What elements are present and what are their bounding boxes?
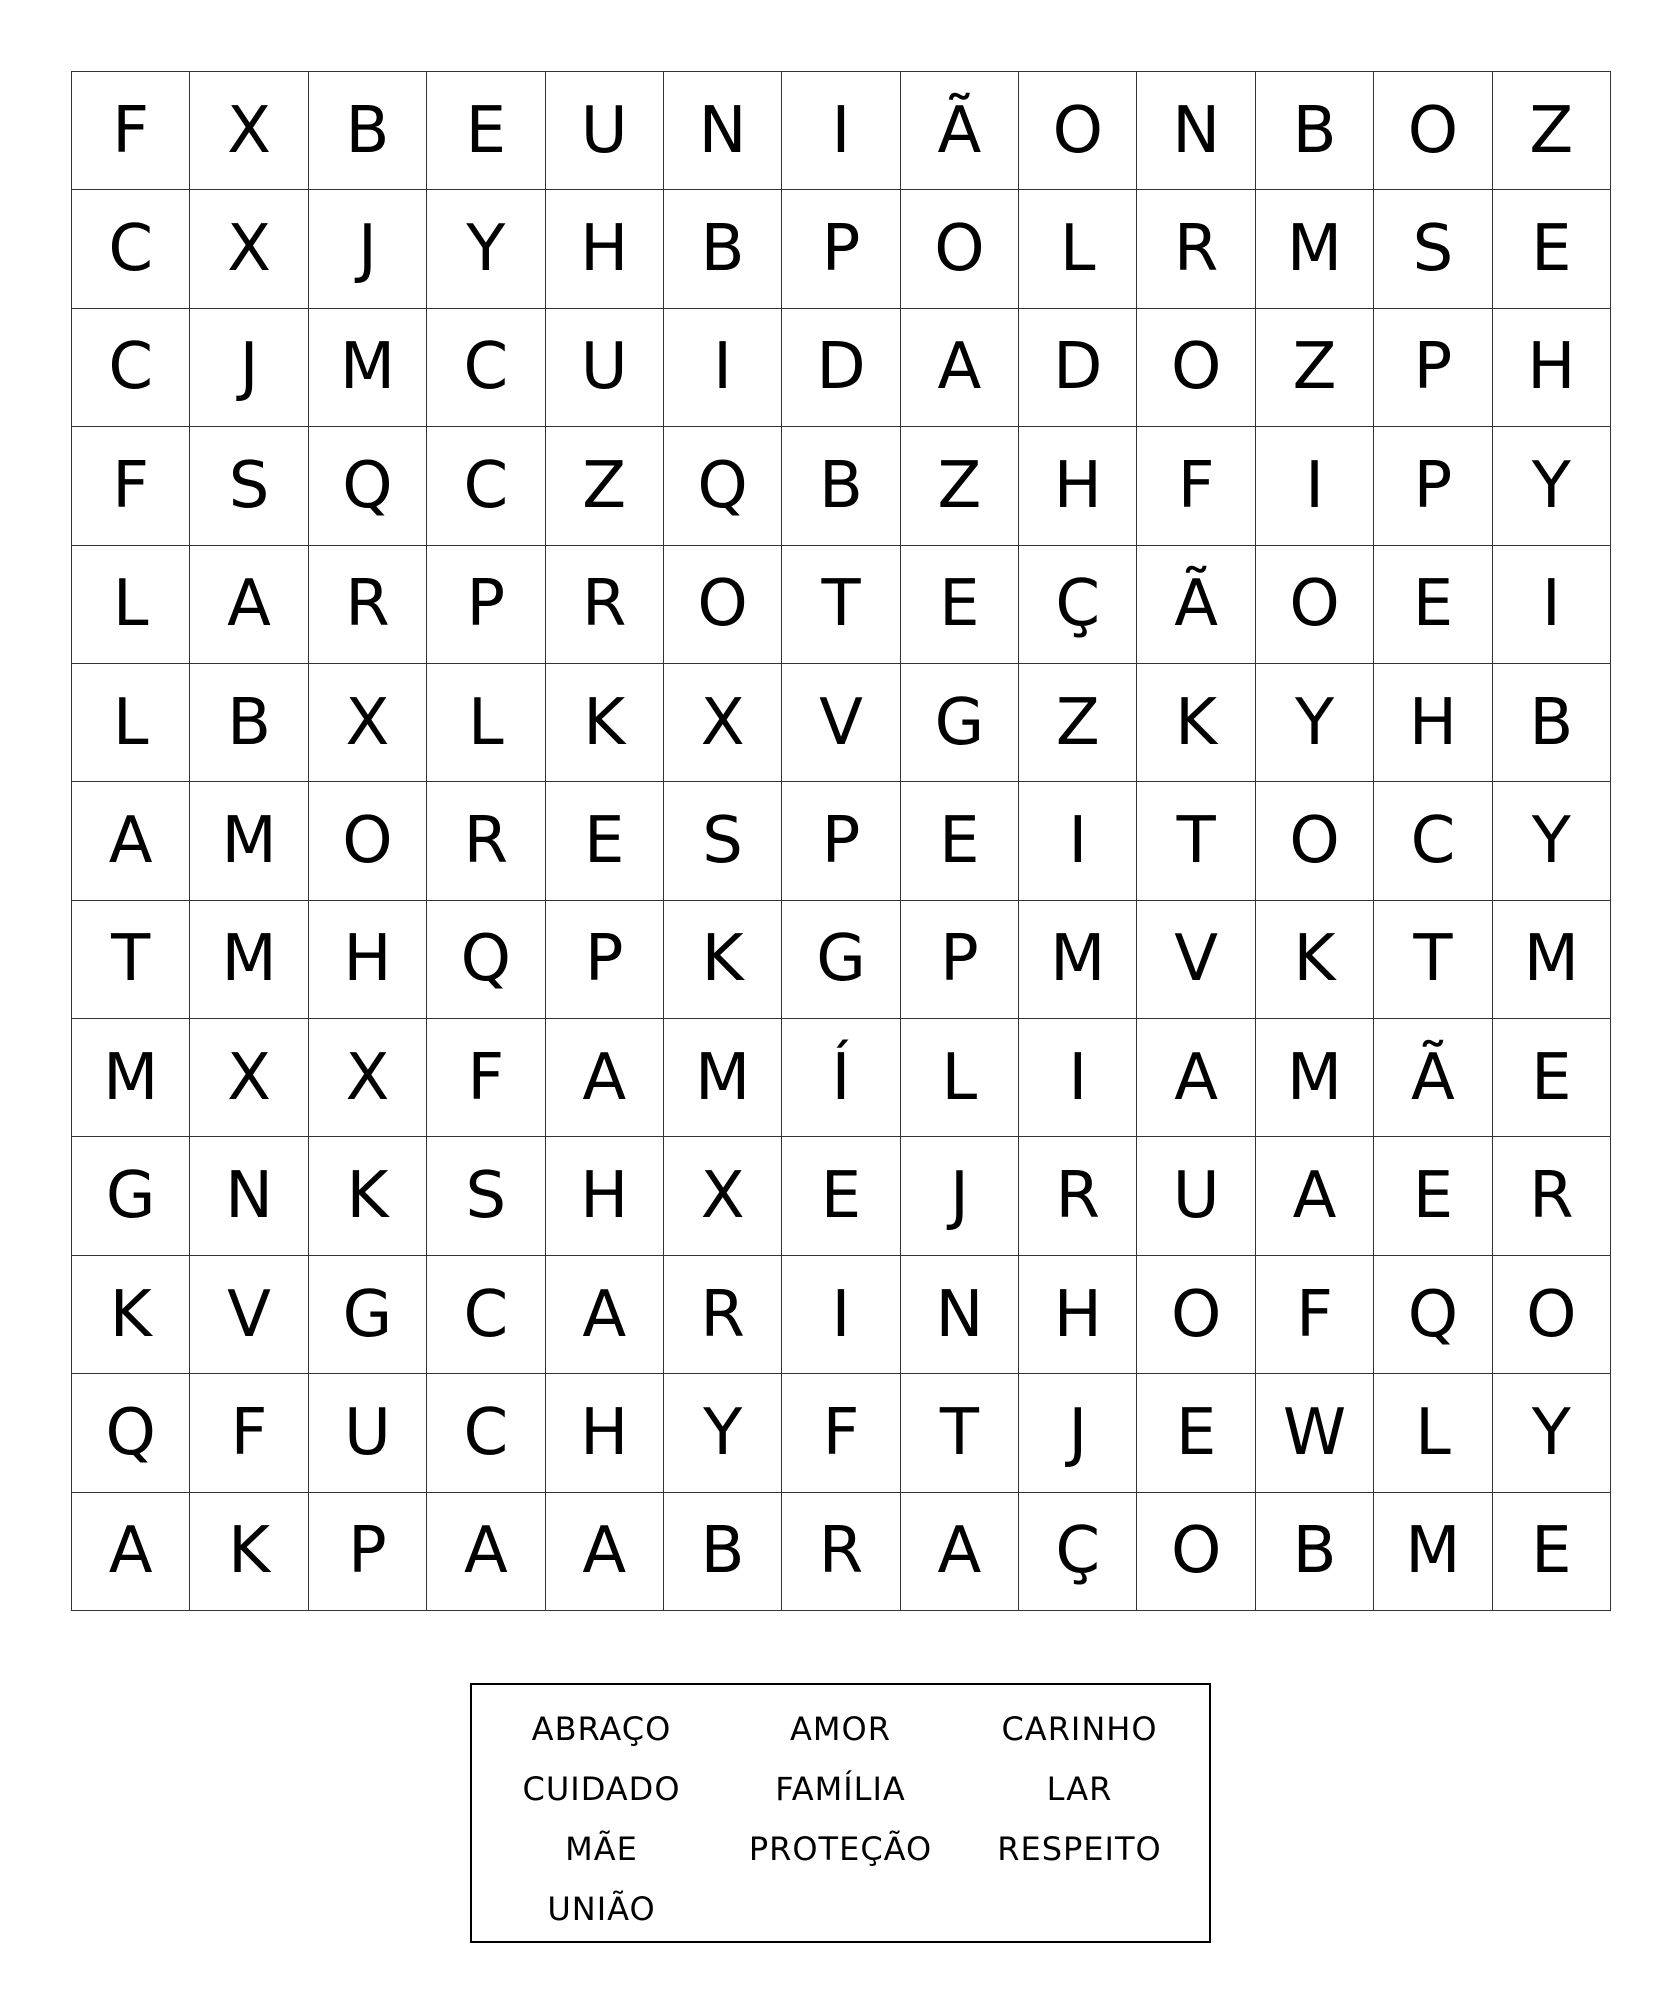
grid-cell[interactable]: Q bbox=[664, 427, 782, 545]
grid-cell[interactable]: O bbox=[1374, 72, 1492, 190]
grid-cell[interactable]: C bbox=[427, 1374, 545, 1492]
grid-cell[interactable]: H bbox=[1019, 1256, 1137, 1374]
grid-cell[interactable]: M bbox=[1256, 190, 1374, 308]
grid-cell[interactable]: O bbox=[1137, 1256, 1255, 1374]
grid-cell[interactable]: H bbox=[546, 1374, 664, 1492]
grid-cell[interactable]: S bbox=[190, 427, 308, 545]
grid-cell[interactable]: F bbox=[1137, 427, 1255, 545]
grid-cell[interactable]: U bbox=[309, 1374, 427, 1492]
word-mae: MÃE bbox=[565, 1830, 638, 1868]
grid-cell[interactable]: P bbox=[782, 190, 900, 308]
grid-cell[interactable]: H bbox=[546, 1137, 664, 1255]
grid-cell[interactable]: F bbox=[72, 427, 190, 545]
grid-cell[interactable]: Y bbox=[1493, 427, 1611, 545]
grid-cell[interactable]: I bbox=[1019, 782, 1137, 900]
grid-cell[interactable]: Z bbox=[1019, 664, 1137, 782]
grid-cell[interactable]: Z bbox=[901, 427, 1019, 545]
word-list-column bbox=[960, 1699, 1199, 1939]
grid-cell[interactable]: Q bbox=[1374, 1256, 1492, 1374]
grid-cell[interactable]: I bbox=[1019, 1019, 1137, 1137]
grid-cell[interactable]: H bbox=[546, 190, 664, 308]
grid-cell[interactable]: E bbox=[1374, 1137, 1492, 1255]
grid-cell[interactable]: K bbox=[1256, 901, 1374, 1019]
grid-cell[interactable]: I bbox=[1256, 427, 1374, 545]
grid-cell[interactable]: A bbox=[72, 1493, 190, 1611]
grid-cell[interactable]: O bbox=[1256, 782, 1374, 900]
grid-cell[interactable]: X bbox=[190, 1019, 308, 1137]
grid-cell[interactable]: N bbox=[901, 1256, 1019, 1374]
grid-cell[interactable]: G bbox=[901, 664, 1019, 782]
grid-cell[interactable]: R bbox=[1137, 190, 1255, 308]
grid-cell[interactable]: A bbox=[190, 546, 308, 664]
grid-cell[interactable]: R bbox=[782, 1493, 900, 1611]
word-familia: FAMÍLIA bbox=[775, 1770, 906, 1808]
grid-cell[interactable]: Q bbox=[72, 1374, 190, 1492]
grid-cell[interactable]: L bbox=[1374, 1374, 1492, 1492]
word-amor: AMOR bbox=[790, 1710, 891, 1748]
grid-cell[interactable]: T bbox=[1374, 901, 1492, 1019]
grid-cell[interactable]: T bbox=[782, 546, 900, 664]
grid-cell[interactable]: A bbox=[901, 309, 1019, 427]
grid-cell[interactable]: V bbox=[782, 664, 900, 782]
grid-cell[interactable]: K bbox=[664, 901, 782, 1019]
grid-cell[interactable]: M bbox=[190, 782, 308, 900]
grid-cell[interactable]: M bbox=[309, 309, 427, 427]
grid-cell[interactable]: R bbox=[427, 782, 545, 900]
grid-cell[interactable]: P bbox=[1374, 309, 1492, 427]
grid-cell[interactable]: B bbox=[1256, 72, 1374, 190]
grid-cell[interactable]: P bbox=[427, 546, 545, 664]
grid-cell[interactable]: K bbox=[546, 664, 664, 782]
word-carinho: CARINHO bbox=[1001, 1710, 1158, 1748]
grid-cell[interactable]: X bbox=[664, 1137, 782, 1255]
grid-cell[interactable]: J bbox=[901, 1137, 1019, 1255]
grid-cell[interactable]: Ã bbox=[1374, 1019, 1492, 1137]
grid-cell[interactable]: F bbox=[72, 72, 190, 190]
grid-cell[interactable]: I bbox=[782, 72, 900, 190]
grid-cell[interactable]: G bbox=[309, 1256, 427, 1374]
grid-cell[interactable]: L bbox=[72, 664, 190, 782]
grid-cell[interactable]: Y bbox=[1493, 782, 1611, 900]
grid-cell[interactable]: J bbox=[190, 309, 308, 427]
grid-cell[interactable]: E bbox=[1374, 546, 1492, 664]
word-list-column bbox=[482, 1699, 721, 1939]
grid-cell[interactable]: E bbox=[427, 72, 545, 190]
grid-cell[interactable]: S bbox=[427, 1137, 545, 1255]
grid-cell[interactable]: X bbox=[309, 664, 427, 782]
grid-cell[interactable]: N bbox=[190, 1137, 308, 1255]
grid-cell[interactable]: G bbox=[72, 1137, 190, 1255]
grid-cell[interactable]: E bbox=[1493, 190, 1611, 308]
grid-cell[interactable]: O bbox=[901, 190, 1019, 308]
grid-cell[interactable]: M bbox=[664, 1019, 782, 1137]
grid-cell[interactable]: T bbox=[1137, 782, 1255, 900]
grid-cell[interactable]: B bbox=[782, 427, 900, 545]
grid-cell[interactable]: M bbox=[72, 1019, 190, 1137]
grid-cell[interactable]: O bbox=[309, 782, 427, 900]
grid-cell[interactable]: L bbox=[427, 664, 545, 782]
grid-cell[interactable]: I bbox=[664, 309, 782, 427]
grid-cell[interactable]: P bbox=[1374, 427, 1492, 545]
grid-cell[interactable]: W bbox=[1256, 1374, 1374, 1492]
word-list-column bbox=[721, 1699, 960, 1939]
grid-cell[interactable]: C bbox=[427, 1256, 545, 1374]
grid-cell[interactable]: E bbox=[1137, 1374, 1255, 1492]
grid-cell[interactable]: Ã bbox=[901, 72, 1019, 190]
grid-cell[interactable]: S bbox=[664, 782, 782, 900]
grid-cell[interactable]: Ã bbox=[1137, 546, 1255, 664]
grid-cell[interactable]: D bbox=[782, 309, 900, 427]
grid-cell[interactable]: Z bbox=[1256, 309, 1374, 427]
grid-cell[interactable]: M bbox=[1374, 1493, 1492, 1611]
grid-cell[interactable]: U bbox=[1137, 1137, 1255, 1255]
grid-cell[interactable]: O bbox=[1137, 1493, 1255, 1611]
grid-cell[interactable]: E bbox=[901, 782, 1019, 900]
grid-cell[interactable]: R bbox=[309, 546, 427, 664]
grid-cell[interactable]: B bbox=[1256, 1493, 1374, 1611]
grid-cell[interactable]: P bbox=[309, 1493, 427, 1611]
grid-cell[interactable]: A bbox=[1137, 1019, 1255, 1137]
grid-cell[interactable]: P bbox=[782, 782, 900, 900]
grid-cell[interactable]: B bbox=[309, 72, 427, 190]
grid-cell[interactable]: M bbox=[1256, 1019, 1374, 1137]
word-cuidado: CUIDADO bbox=[522, 1770, 681, 1808]
grid-cell[interactable]: C bbox=[1374, 782, 1492, 900]
grid-cell[interactable]: O bbox=[1137, 309, 1255, 427]
grid-cell[interactable]: X bbox=[664, 664, 782, 782]
grid-cell[interactable]: V bbox=[190, 1256, 308, 1374]
grid-cell[interactable]: F bbox=[190, 1374, 308, 1492]
grid-cell[interactable]: H bbox=[1019, 427, 1137, 545]
grid-cell[interactable]: O bbox=[1019, 72, 1137, 190]
grid-cell[interactable]: A bbox=[72, 782, 190, 900]
grid-cell[interactable]: R bbox=[546, 546, 664, 664]
word-abraco: ABRAÇO bbox=[531, 1710, 672, 1748]
grid-cell[interactable]: E bbox=[1493, 1493, 1611, 1611]
grid-cell[interactable]: T bbox=[901, 1374, 1019, 1492]
grid-cell[interactable]: X bbox=[190, 190, 308, 308]
grid-cell[interactable]: K bbox=[309, 1137, 427, 1255]
grid-cell[interactable]: K bbox=[1137, 664, 1255, 782]
grid-cell[interactable]: A bbox=[901, 1493, 1019, 1611]
word-uniao: UNIÃO bbox=[547, 1890, 656, 1928]
word-protecao: PROTEÇÃO bbox=[748, 1830, 933, 1868]
grid-cell[interactable]: Q bbox=[309, 427, 427, 545]
grid-cell[interactable]: J bbox=[1019, 1374, 1137, 1492]
grid-cell[interactable]: E bbox=[901, 546, 1019, 664]
grid-cell[interactable]: Y bbox=[1493, 1374, 1611, 1492]
grid-cell[interactable]: S bbox=[1374, 190, 1492, 308]
grid-cell[interactable]: Q bbox=[427, 901, 545, 1019]
grid-cell[interactable]: R bbox=[1019, 1137, 1137, 1255]
grid-cell[interactable]: F bbox=[427, 1019, 545, 1137]
grid-cell[interactable]: N bbox=[1137, 72, 1255, 190]
grid-cell[interactable]: K bbox=[72, 1256, 190, 1374]
grid-cell[interactable]: P bbox=[546, 901, 664, 1019]
grid-cell[interactable]: F bbox=[782, 1374, 900, 1492]
grid-cell[interactable]: E bbox=[1493, 1019, 1611, 1137]
grid-cell[interactable]: H bbox=[309, 901, 427, 1019]
grid-cell[interactable]: L bbox=[72, 546, 190, 664]
grid-cell[interactable]: C bbox=[427, 309, 545, 427]
grid-cell[interactable]: H bbox=[1493, 309, 1611, 427]
grid-cell[interactable]: C bbox=[427, 427, 545, 545]
grid-cell[interactable]: B bbox=[664, 1493, 782, 1611]
grid-cell[interactable]: A bbox=[1256, 1137, 1374, 1255]
grid-cell[interactable]: Í bbox=[782, 1019, 900, 1137]
grid-cell[interactable]: X bbox=[190, 72, 308, 190]
grid-cell[interactable]: C bbox=[72, 190, 190, 308]
word-respeito: RESPEITO bbox=[997, 1830, 1162, 1868]
grid-cell[interactable]: A bbox=[546, 1019, 664, 1137]
grid-cell[interactable]: D bbox=[1019, 309, 1137, 427]
grid-cell[interactable]: H bbox=[1374, 664, 1492, 782]
grid-cell[interactable]: L bbox=[901, 1019, 1019, 1137]
grid-cell[interactable]: A bbox=[427, 1493, 545, 1611]
grid-cell[interactable]: Ç bbox=[1019, 1493, 1137, 1611]
grid-cell[interactable]: O bbox=[664, 546, 782, 664]
grid-cell[interactable]: A bbox=[546, 1256, 664, 1374]
grid-cell[interactable]: Y bbox=[1256, 664, 1374, 782]
grid-cell[interactable]: B bbox=[1493, 664, 1611, 782]
grid-cell[interactable]: F bbox=[1256, 1256, 1374, 1374]
grid-cell[interactable]: Ç bbox=[1019, 546, 1137, 664]
grid-cell[interactable]: V bbox=[1137, 901, 1255, 1019]
grid-cell[interactable]: A bbox=[546, 1493, 664, 1611]
grid-cell[interactable]: C bbox=[72, 309, 190, 427]
grid-cell[interactable]: Z bbox=[1493, 72, 1611, 190]
grid-cell[interactable]: I bbox=[782, 1256, 900, 1374]
grid-cell[interactable]: Z bbox=[546, 427, 664, 545]
grid-cell[interactable]: R bbox=[664, 1256, 782, 1374]
grid-cell[interactable]: P bbox=[901, 901, 1019, 1019]
grid-cell[interactable]: U bbox=[546, 72, 664, 190]
grid-cell[interactable]: I bbox=[1493, 546, 1611, 664]
grid-cell[interactable]: M bbox=[1493, 901, 1611, 1019]
grid-cell[interactable]: U bbox=[546, 309, 664, 427]
grid-cell[interactable]: O bbox=[1493, 1256, 1611, 1374]
grid-cell[interactable]: G bbox=[782, 901, 900, 1019]
grid-cell[interactable]: O bbox=[1256, 546, 1374, 664]
grid-cell[interactable]: J bbox=[309, 190, 427, 308]
grid-cell[interactable]: B bbox=[190, 664, 308, 782]
grid-cell[interactable]: R bbox=[1493, 1137, 1611, 1255]
grid-cell[interactable]: E bbox=[546, 782, 664, 900]
word-list-box bbox=[470, 1683, 1211, 1943]
grid-cell[interactable]: K bbox=[190, 1493, 308, 1611]
grid-cell[interactable]: L bbox=[1019, 190, 1137, 308]
grid-cell[interactable]: B bbox=[664, 190, 782, 308]
grid-cell[interactable]: M bbox=[1019, 901, 1137, 1019]
word-search-grid bbox=[71, 71, 1611, 1611]
grid-cell[interactable]: E bbox=[782, 1137, 900, 1255]
grid-cell[interactable]: M bbox=[190, 901, 308, 1019]
grid-cell[interactable]: T bbox=[72, 901, 190, 1019]
grid-cell[interactable]: X bbox=[309, 1019, 427, 1137]
grid-cell[interactable]: Y bbox=[427, 190, 545, 308]
word-lar: LAR bbox=[1046, 1770, 1113, 1808]
grid-cell[interactable]: N bbox=[664, 72, 782, 190]
grid-cell[interactable]: Y bbox=[664, 1374, 782, 1492]
